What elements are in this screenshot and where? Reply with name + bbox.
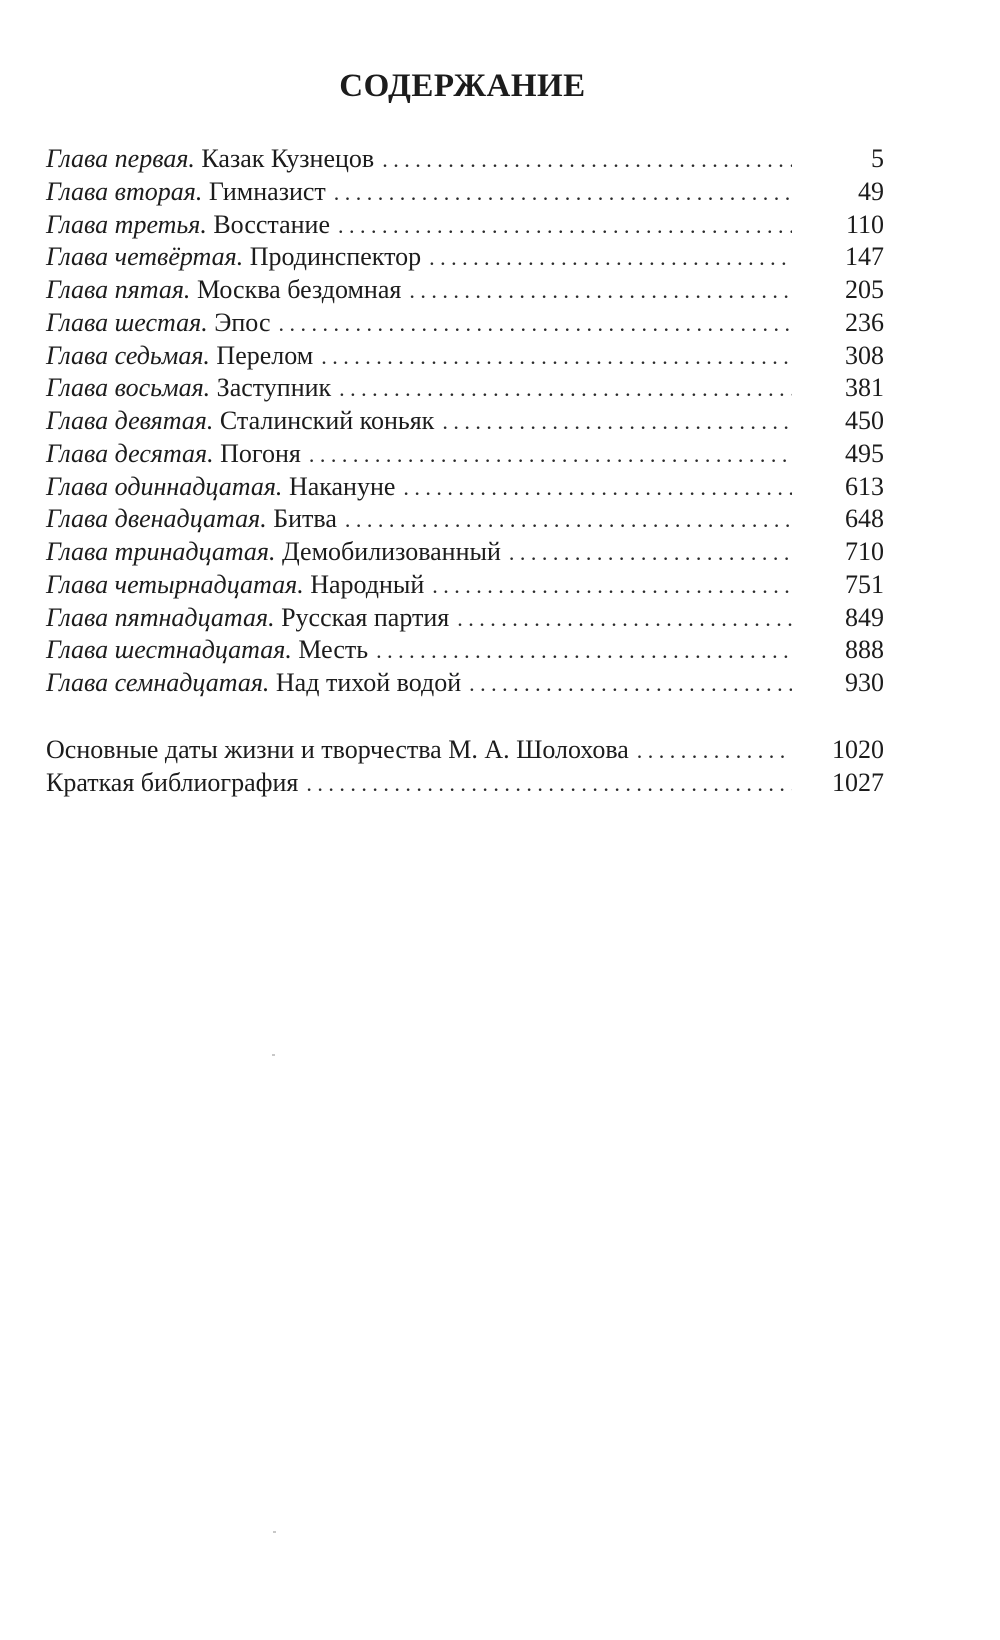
chapter-number: Глава девятая. bbox=[46, 406, 214, 435]
chapter-number: Глава четырнадцатая. bbox=[46, 569, 304, 599]
dot-leader bbox=[509, 537, 792, 570]
toc-row[interactable] bbox=[46, 569, 884, 602]
chapter-title: Народный bbox=[310, 569, 425, 599]
toc-entry-label bbox=[46, 176, 326, 209]
chapter-title: Заступник bbox=[216, 373, 332, 403]
chapter-title: Продинспектор bbox=[249, 242, 422, 272]
toc-entry-label bbox=[46, 634, 368, 667]
toc-row[interactable] bbox=[46, 734, 884, 767]
toc-entry-label bbox=[46, 372, 331, 405]
dot-leader bbox=[321, 341, 792, 374]
toc-entry-label bbox=[46, 143, 374, 176]
chapter-number: Глава пятнадцатая. bbox=[46, 602, 275, 632]
dot-leader bbox=[376, 635, 792, 668]
toc-row[interactable] bbox=[46, 667, 884, 700]
dot-leader bbox=[432, 570, 792, 603]
dot-leader bbox=[306, 768, 792, 801]
toc-row[interactable] bbox=[46, 340, 884, 373]
chapter-number: Глава тринадцатая. bbox=[46, 537, 276, 566]
toc-row[interactable] bbox=[46, 536, 884, 569]
toc-entry-label bbox=[46, 241, 421, 274]
dot-leader bbox=[403, 472, 792, 505]
chapter-number: Глава десятая. bbox=[46, 438, 214, 468]
page-number: 1027 bbox=[832, 767, 884, 797]
chapter-title: Погоня bbox=[220, 438, 301, 468]
toc-entry-label bbox=[46, 569, 424, 602]
page-number: 49 bbox=[858, 176, 884, 206]
chapter-title: Сталинский коньяк bbox=[219, 406, 435, 435]
dot-leader bbox=[334, 177, 792, 210]
chapter-title: Битва bbox=[273, 504, 337, 534]
toc-row[interactable] bbox=[46, 241, 884, 274]
page-number: 751 bbox=[845, 569, 884, 599]
chapter-title: Гимназист bbox=[208, 176, 326, 206]
page-number: 648 bbox=[845, 504, 884, 534]
toc-row[interactable] bbox=[46, 602, 884, 635]
dot-leader bbox=[409, 275, 792, 308]
dot-leader bbox=[469, 668, 792, 701]
toc-row[interactable] bbox=[46, 307, 884, 340]
page-number: 450 bbox=[845, 406, 884, 435]
appendix-title: Краткая библиография bbox=[46, 767, 299, 797]
chapter-title: Москва бездомная bbox=[196, 275, 402, 304]
dot-leader bbox=[442, 406, 792, 439]
chapter-number: Глава седьмая. bbox=[46, 340, 210, 370]
toc-entry-label bbox=[46, 438, 301, 471]
page-number: 710 bbox=[845, 537, 884, 566]
chapter-title: Накануне bbox=[288, 471, 396, 501]
print-speck bbox=[272, 1054, 275, 1056]
dot-leader bbox=[309, 439, 792, 472]
toc-entry-label bbox=[46, 405, 434, 438]
dot-leader bbox=[278, 308, 792, 341]
dot-leader bbox=[382, 144, 792, 177]
toc-entry-label bbox=[46, 536, 501, 569]
page-number: 236 bbox=[845, 307, 884, 337]
dot-leader bbox=[637, 735, 792, 768]
page-number: 5 bbox=[871, 144, 884, 173]
dot-leader bbox=[429, 242, 792, 275]
toc-entry-label bbox=[46, 471, 395, 504]
page-title: СОДЕРЖАНИЕ bbox=[339, 68, 586, 104]
toc-row[interactable] bbox=[46, 274, 884, 307]
chapter-number: Глава третья. bbox=[46, 209, 207, 239]
page-number: 613 bbox=[845, 471, 884, 501]
appendix-title: Основные даты жизни и творчества М. А. Шолохова bbox=[46, 735, 629, 764]
toc-entry-label bbox=[46, 209, 330, 242]
page-number: 147 bbox=[845, 242, 884, 272]
page-number: 1020 bbox=[832, 735, 884, 764]
chapter-title: Восстание bbox=[213, 209, 331, 239]
chapter-title: Месть bbox=[298, 635, 369, 665]
chapter-number: Глава одиннадцатая. bbox=[46, 471, 283, 501]
toc-row[interactable] bbox=[46, 503, 884, 536]
toc-row[interactable] bbox=[46, 438, 884, 471]
chapter-number: Глава шестая. bbox=[46, 307, 208, 337]
chapter-number: Глава восьмая. bbox=[46, 373, 211, 403]
page-number: 888 bbox=[845, 635, 884, 665]
page-number: 381 bbox=[845, 373, 884, 403]
toc-row[interactable] bbox=[46, 176, 884, 209]
chapter-number: Глава первая. bbox=[46, 144, 195, 173]
appendix-list bbox=[46, 734, 884, 800]
page-number: 930 bbox=[845, 668, 884, 697]
print-speck bbox=[273, 1531, 276, 1533]
toc-entry-label bbox=[46, 602, 449, 635]
toc-entry-label bbox=[46, 667, 461, 700]
toc-entry-label bbox=[46, 503, 337, 536]
chapter-title: Казак Кузнецов bbox=[201, 144, 375, 173]
dot-leader bbox=[457, 603, 792, 636]
chapter-title: Перелом bbox=[216, 340, 314, 370]
chapter-title: Эпос bbox=[214, 307, 271, 337]
toc-row[interactable] bbox=[46, 471, 884, 504]
toc-entry-label bbox=[46, 307, 270, 340]
dot-leader bbox=[345, 504, 792, 537]
page-number: 110 bbox=[845, 209, 884, 239]
toc-row[interactable] bbox=[46, 767, 884, 800]
dot-leader bbox=[339, 373, 792, 406]
chapter-title: Над тихой водой bbox=[275, 668, 462, 697]
page-number: 308 bbox=[845, 340, 884, 370]
toc-row[interactable] bbox=[46, 372, 884, 405]
toc-row[interactable] bbox=[46, 143, 884, 176]
chapter-title: Демобилизованный bbox=[282, 537, 501, 566]
chapter-number: Глава двенадцатая. bbox=[46, 504, 267, 534]
page-number: 849 bbox=[845, 602, 884, 632]
page-number: 205 bbox=[845, 275, 884, 304]
chapter-list bbox=[46, 143, 884, 700]
chapter-number: Глава вторая. bbox=[46, 176, 203, 206]
page-number: 495 bbox=[845, 438, 884, 468]
dot-leader bbox=[338, 210, 792, 243]
chapter-title: Русская партия bbox=[281, 602, 450, 632]
chapter-number: Глава семнадцатая. bbox=[46, 668, 270, 697]
chapter-number: Глава пятая. bbox=[46, 275, 191, 304]
chapter-number: Глава четвёртая. bbox=[46, 242, 244, 272]
toc-row[interactable] bbox=[46, 405, 884, 438]
toc-entry-label bbox=[46, 274, 401, 307]
toc-row[interactable] bbox=[46, 209, 884, 242]
toc-entry-label bbox=[46, 340, 313, 373]
chapter-number: Глава шестнадцатая. bbox=[46, 635, 292, 665]
toc-row[interactable] bbox=[46, 634, 884, 667]
